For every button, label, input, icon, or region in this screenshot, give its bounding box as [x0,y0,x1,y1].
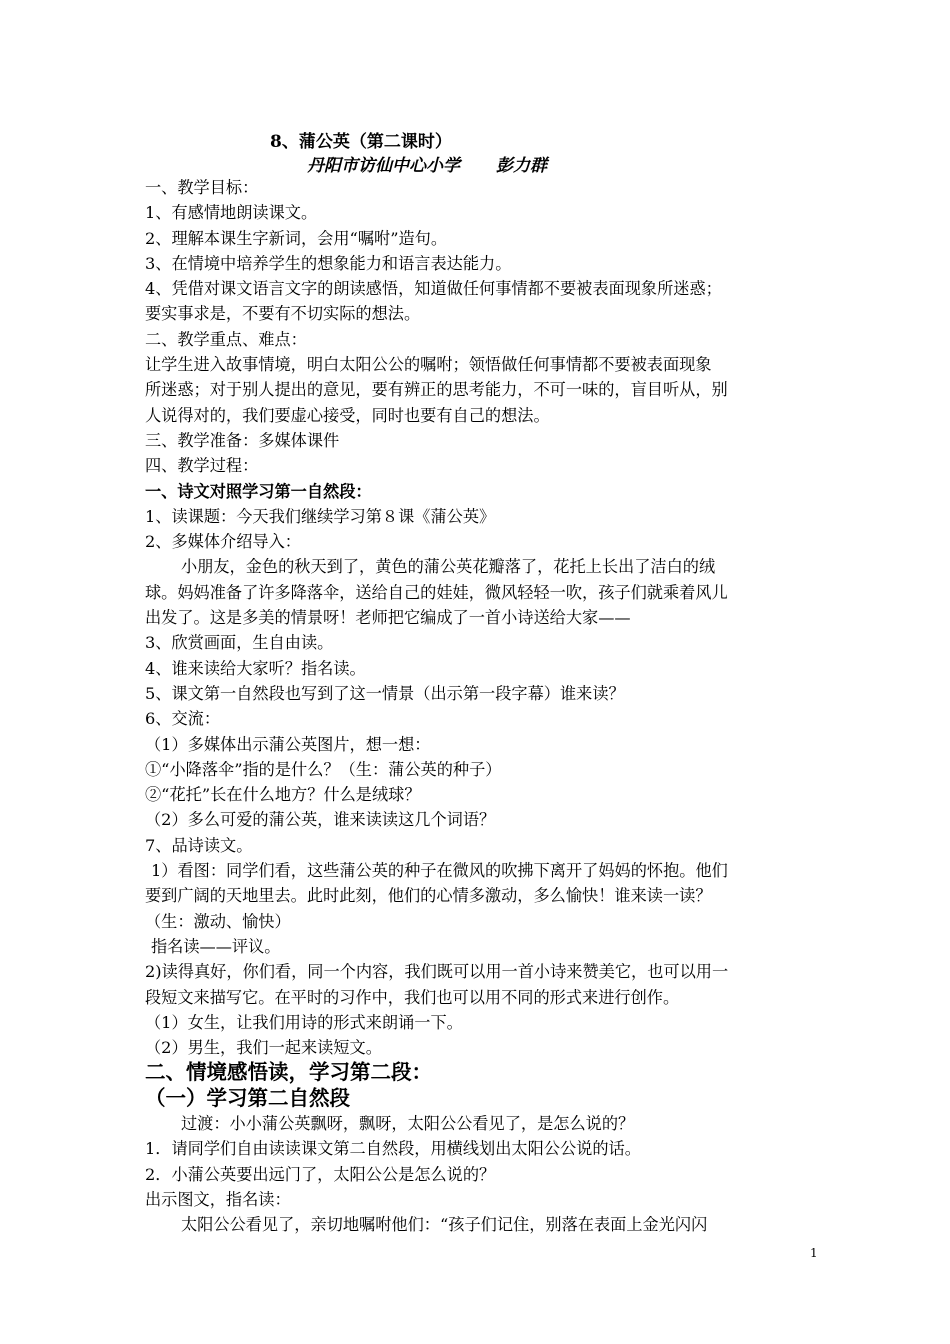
text-line: 小朋友，金色的秋天到了，黄色的蒲公英花瓣落了，花托上长出了洁白的绒 [181,557,716,577]
section-heading: 三、教学准备：多媒体课件 [145,430,340,450]
text-line: 所迷惑；对于别人提出的意见，要有辨正的思考能力，不可一味的，盲目听从，别 [145,380,728,400]
text-line: 2、多媒体介绍导入： [145,532,301,552]
text-line: （1）多媒体出示蒲公英图片，想一想： [145,734,431,754]
text-line: 出示图文，指名读： [145,1189,291,1209]
page-title: 8、蒲公英（第二课时） [270,132,452,152]
section-heading-large: 二、情境感悟读，学习第二段： [145,1060,432,1085]
text-line: 6、交流： [145,709,221,729]
section-heading: 四、教学过程： [145,456,259,476]
text-line: 5、课文第一自然段也写到了这一情景（出示第一段字幕）谁来读？ [145,683,625,703]
text-line: 4、凭借对课文语言文字的朗读感悟，知道做任何事情都不要被表面现象所迷惑； [145,279,722,299]
text-line: 要实事求是，不要有不切实际的想法。 [145,304,421,324]
text-line: 1．请同学们自由读读课文第二自然段，用横线划出太阳公公说的话。 [145,1139,641,1159]
section-heading: 二、教学重点、难点： [145,329,307,349]
text-line: 段短文来描写它。在平时的习作中，我们也可以用不同的形式来进行创作。 [145,987,680,1007]
text-line: 4、谁来读给大家听？指名读。 [145,658,366,678]
text-line: 1）看图：同学们看，这些蒲公英的种子在微风的吹拂下离开了妈妈的怀抱。他们 [151,861,728,881]
subsection-heading-large: （一）学习第二自然段 [145,1085,350,1110]
lesson-body [145,175,810,1237]
text-line: 3、在情境中培养学生的想象能力和语言表达能力。 [145,253,512,273]
text-line: 3、欣赏画面，生自由读。 [145,633,334,653]
text-line: 2．小蒲公英要出远门了，太阳公公是怎么说的？ [145,1164,496,1184]
text-line: （1）女生，让我们用诗的形式来朗诵一下。 [145,1012,463,1032]
author-name: 彭力群 [496,156,547,176]
text-line: 太阳公公看见了，亲切地嘱咐他们：“孩子们记住，别落在表面上金光闪闪 [181,1215,708,1235]
text-line: 2)读得真好，你们看，同一个内容，我们既可以用一首小诗来赞美它，也可以用一 [145,962,729,982]
text-line: ②“花托”长在什么地方？什么是绒球？ [145,785,421,805]
text-line: 7、品诗读文。 [145,835,253,855]
subsection-heading: 一、诗文对照学习第一自然段： [145,481,372,501]
text-line: （2）多么可爱的蒲公英，谁来读读这几个词语？ [145,810,496,830]
text-line: 1、有感情地朗读课文。 [145,203,318,223]
text-line: 出发了。这是多美的情景呀！老师把它编成了一首小诗送给大家—— [145,608,631,628]
text-line: 球。妈妈准备了许多降落伞，送给自己的娃娃，微风轻轻一吹，孩子们就乘着风儿 [145,582,728,602]
page-number: 1 [810,1246,818,1260]
text-line: 让学生进入故事情境，明白太阳公公的嘱咐；领悟做任何事情都不要被表面现象 [145,355,712,375]
text-line: （2）男生，我们一起来读短文。 [145,1038,382,1058]
text-line: ①“小降落伞”指的是什么？（生：蒲公英的种子） [145,759,502,779]
text-line: 2、理解本课生字新词，会用“嘱咐”造句。 [145,228,448,248]
text-line: 人说得对的，我们要虚心接受，同时也要有自己的想法。 [145,405,550,425]
text-line: 过渡：小小蒲公英飘呀，飘呀，太阳公公看见了，是怎么说的？ [181,1113,635,1133]
text-line: （生：激动、愉快） [145,911,291,931]
text-line: 1、读课题：今天我们继续学习第８课《蒲公英》 [145,506,496,526]
text-line: 要到广阔的天地里去。此时此刻，他们的心情多激动，多么愉快！谁来读一读？ [145,886,712,906]
school-name: 丹阳市访仙中心小学 [307,156,460,176]
text-line: 指名读——评议。 [151,936,281,956]
byline [307,151,547,176]
section-heading: 一、教学目标： [145,178,259,197]
